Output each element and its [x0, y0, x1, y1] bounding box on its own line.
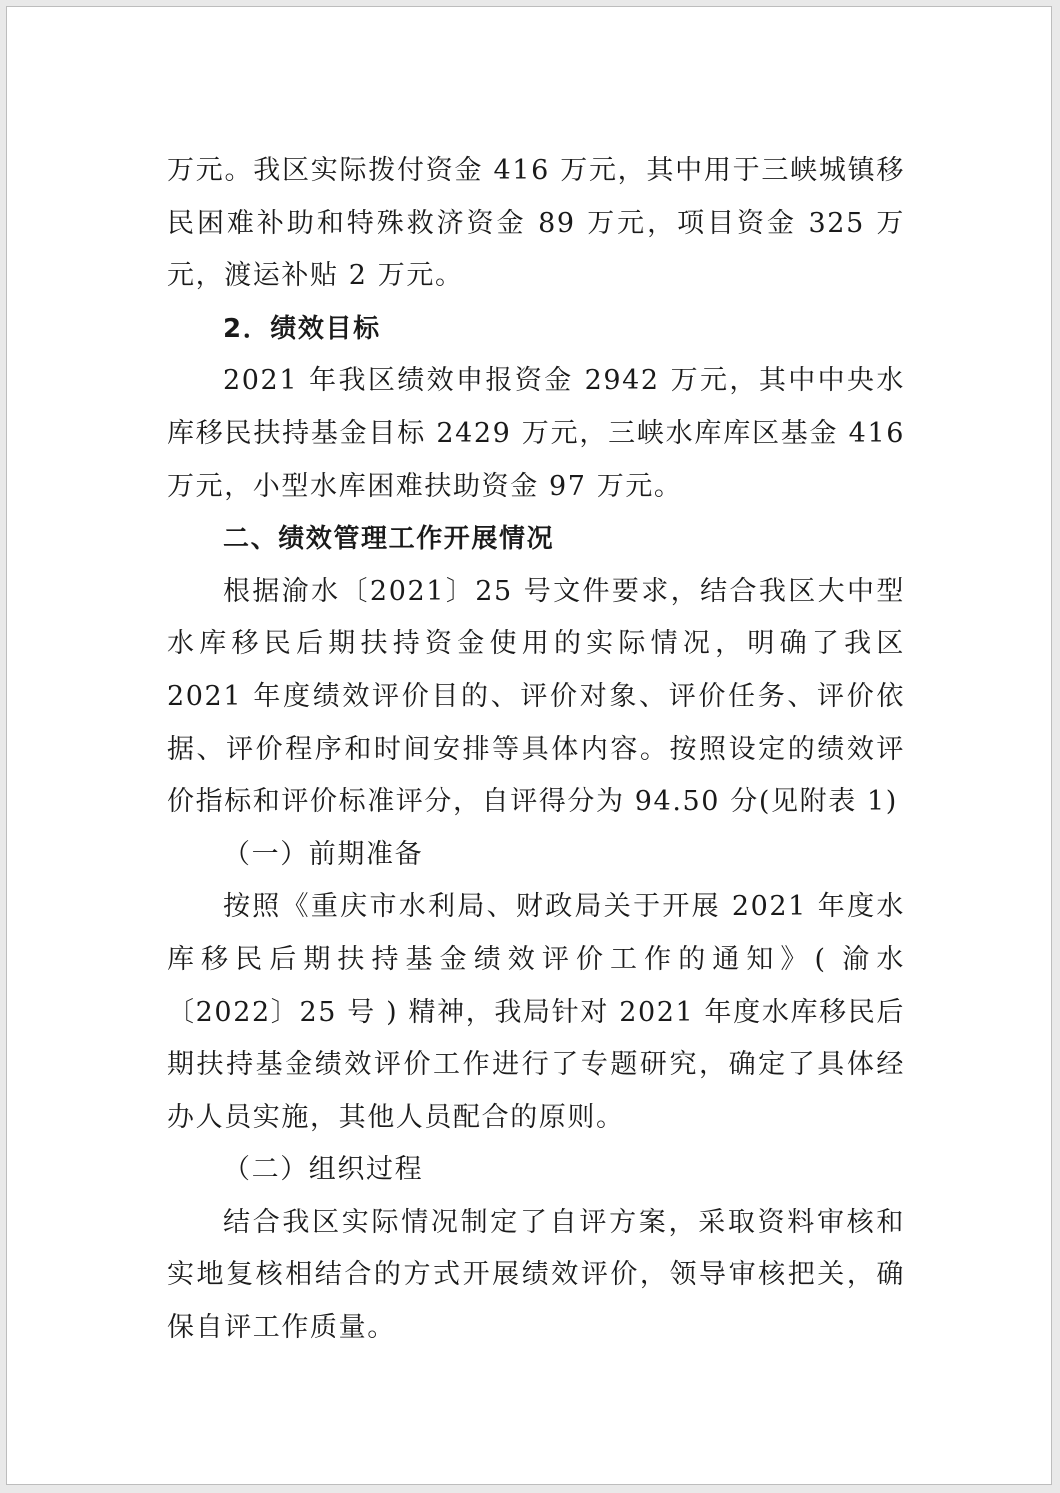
paragraph-organization: 结合我区实际情况制定了自评方案，采取资料审核和实地复核相结合的方式开展绩效评价，领导审核把关，确保自评工作质量。 [167, 1206, 905, 1344]
paragraph-fund-allocation: 万元。我区实际拨付资金 416 万元，其中用于三峡城镇移民困难补助和特殊救济资金 89 万元，项目资金 325 万元，渡运补贴 2 万元。 [167, 155, 905, 292]
paragraph-management: 根据渝水〔2021〕25 号文件要求，结合我区大中型水库移民后期扶持资金使用的实际情况，明确了我区 2021 年度绩效评价目的、评价对象、评价任务、评价依据、评价程序和时间安排等具体内容。按照设定的绩效评价指标和评价标准评分，自评得分为 94.50 分(见附表 1) [167, 575, 905, 818]
section-heading-performance-goal: 2．绩效目标 [223, 313, 381, 344]
section-heading-management: 二、绩效管理工作开展情况 [223, 524, 555, 555]
subheading-preparation: （一）前期准备 [223, 838, 424, 870]
document-body [167, 145, 905, 1355]
paragraph-preparation: 按照《重庆市水利局、财政局关于开展 2021 年度水库移民后期扶持基金绩效评价工作的通知》( 渝水〔2022〕25 号 ) 精神，我局针对 2021 年度水库移民后期扶持基金绩效评价工作进行了专题研究，确定了具体经办人员实施，其他人员配合的原则。 [167, 891, 905, 1133]
subheading-organization: （二）组织过程 [223, 1154, 424, 1186]
document-page [6, 6, 1052, 1485]
paragraph-performance-goal: 2021 年我区绩效申报资金 2942 万元，其中中央水库移民扶持基金目标 2429 万元，三峡水库库区基金 416 万元，小型水库困难扶助资金 97 万元。 [167, 365, 905, 502]
